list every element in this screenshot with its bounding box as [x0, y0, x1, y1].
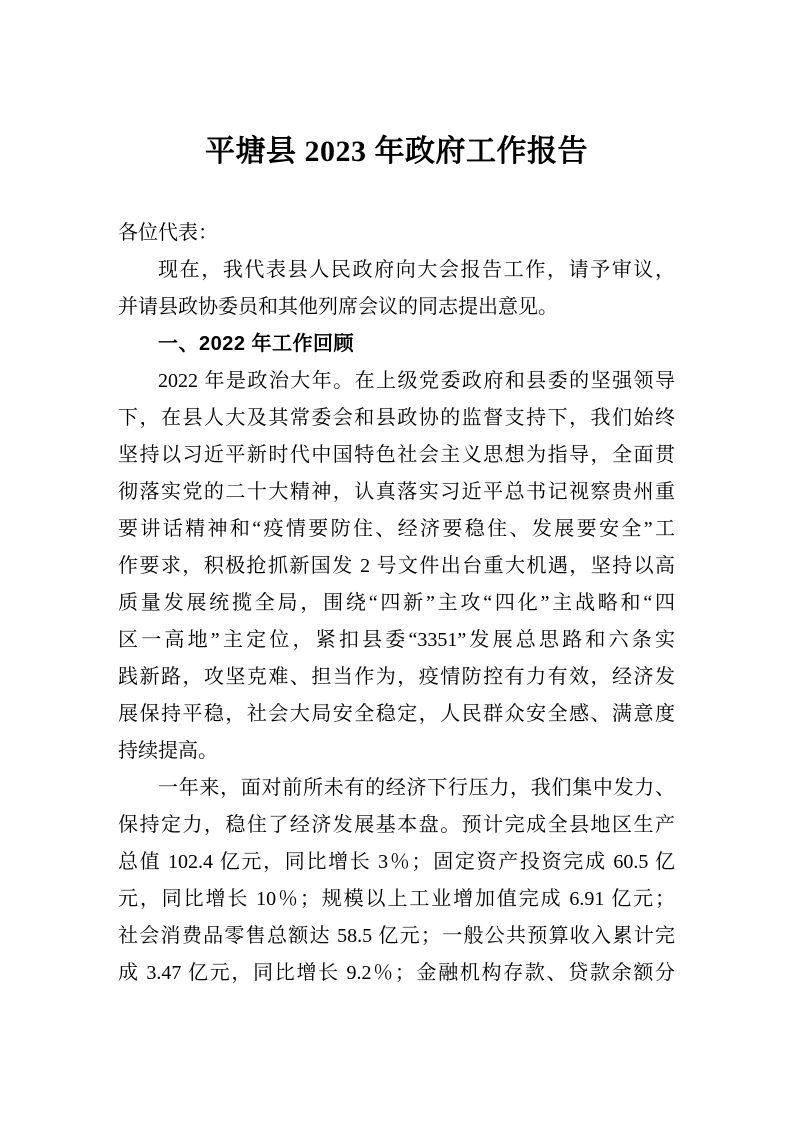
text-line: 成 3.47 亿元，同比增长 9.2％；金融机构存款、贷款余额分: [118, 962, 675, 984]
economic-results-paragraph: [118, 770, 675, 992]
text-line: 践新路，攻坚克难、担当作为，疫情防控有力有效，经济发: [118, 666, 675, 688]
text-line: 各位代表：: [118, 222, 218, 244]
text-line: 区一高地”主定位，紧扣县委“3351”发展总思路和六条实: [118, 629, 675, 651]
intro-paragraph: [118, 252, 675, 326]
text-line: 并请县政协委员和其他列席会议的同志提出意见。: [118, 296, 558, 318]
text-line: 彻落实党的二十大精神，认真落实习近平总书记视察贵州重: [118, 481, 675, 503]
text-line: 2022 年是政治大年。在上级党委政府和县委的坚强领导: [158, 370, 675, 392]
text-line: 一年来，面对前所未有的经济下行压力，我们集中发力、: [158, 777, 675, 799]
text-line: 元，同比增长 10％；规模以上工业增加值完成 6.91 亿元；: [118, 888, 675, 910]
salutation: [118, 215, 675, 252]
document-body: [118, 215, 675, 992]
text-line: 持续提高。: [118, 740, 218, 762]
text-line: 坚持以习近平新时代中国特色社会主义思想为指导，全面贯: [118, 444, 675, 466]
text-line: 作要求，积极抢抓新国发 2 号文件出台重大机遇，坚持以高: [118, 555, 675, 577]
document-title: 平塘县 2023 年政府工作报告: [205, 135, 588, 168]
text-line: 总值 102.4 亿元，同比增长 3％；固定资产投资完成 60.5 亿: [118, 851, 675, 873]
text-line: 一、2022 年工作回顾: [158, 333, 355, 355]
text-line: 要讲话精神和“疫情要防住、经济要稳住、发展要安全”工: [118, 518, 675, 540]
text-line: 展保持平稳，社会大局安全稳定，人民群众安全感、满意度: [118, 703, 675, 725]
text-line: 下，在县人大及其常委会和县政协的监督支持下，我们始终: [118, 407, 675, 429]
text-line: 保持定力，稳住了经济发展基本盘。预计完成全县地区生产: [118, 814, 675, 836]
text-line: 社会消费品零售总额达 58.5 亿元；一般公共预算收入累计完: [118, 925, 675, 947]
section-heading-2022-review: [118, 326, 675, 363]
text-line: 现在，我代表县人民政府向大会报告工作，请予审议，: [158, 259, 675, 281]
review-overview-paragraph: [118, 363, 675, 770]
text-line: 质量发展统揽全局，围绕“四新”主攻“四化”主战略和“四: [118, 592, 675, 614]
